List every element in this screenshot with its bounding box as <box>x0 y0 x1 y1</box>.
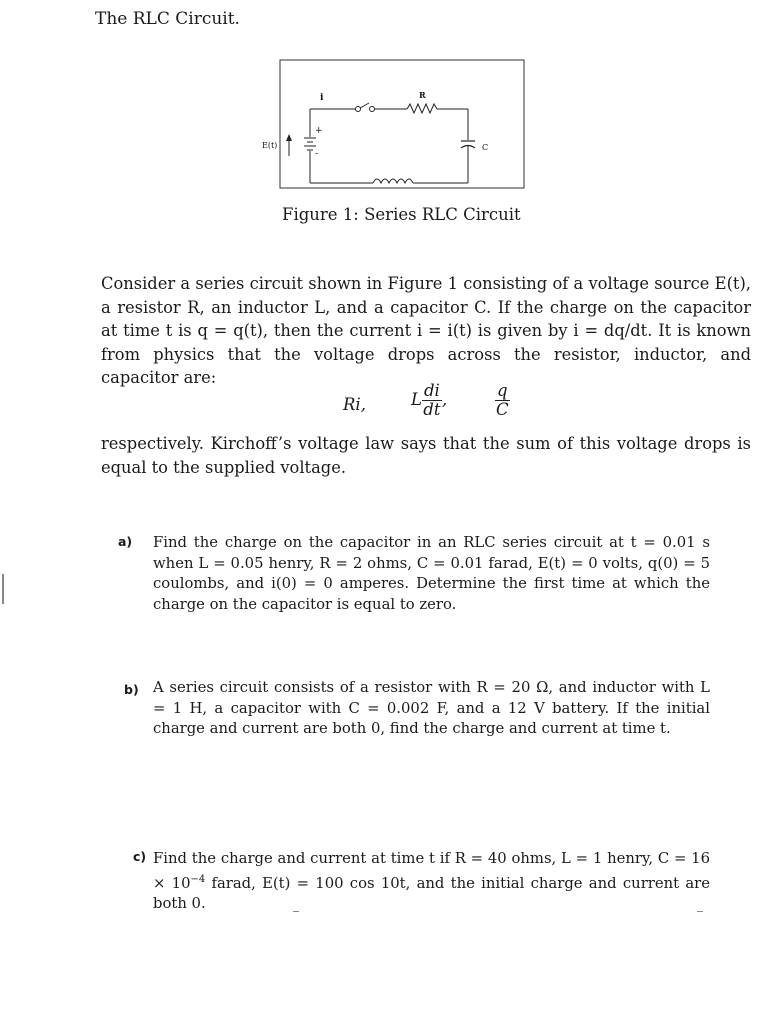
question-c-text-part2: farad, E(t) = 100 cos 10t, and the initial charge and current are both 0. <box>153 874 710 912</box>
label-plus: + <box>315 126 323 136</box>
question-c-text-part1: Find the charge and current at time t if R = 40 ohms, L = 1 henry, C = 16 × 10 <box>153 850 710 892</box>
question-b-text: A series circuit consists of a resistor with R = 20 Ω, and inductor with L = 1 H, a capacitor with C = 0.002 F, and a 12 V battery. If the initial charge and current are both 0, find the charge and current at time t. <box>153 679 710 737</box>
resistor-symbol <box>407 104 437 113</box>
drop-capacitor <box>495 382 510 419</box>
question-a-text: Find the charge on the capacitor in an RLC series circuit at t = 0.01 s when L = 0.05 henry, R = 2 ohms, C = 0.01 farad, E(t) = 0 volts, q(0) = 5 coulombs, and i(0) = 0 amperes. Determine the first time at which the charge on the capacitor is equal to zero. <box>153 534 710 613</box>
drop-inductor-fraction <box>422 382 442 419</box>
drop-inductor-coef: L <box>411 390 422 409</box>
document-title: The RLC Circuit. <box>95 9 240 29</box>
switch-blade <box>360 103 369 108</box>
drop-capacitor-numerator: q <box>497 381 508 400</box>
switch-terminal-left <box>356 107 361 112</box>
arrow-head-icon <box>286 134 292 141</box>
drop-inductor-numerator: di <box>423 381 440 400</box>
scan-mark-left <box>293 911 299 912</box>
switch-terminal-right <box>370 107 375 112</box>
label-resistor: R <box>419 90 426 100</box>
label-source: E(t) <box>262 141 278 150</box>
drop-capacitor-denominator: C <box>495 400 509 419</box>
label-current: i <box>320 93 324 103</box>
figure-frame <box>280 60 524 188</box>
rlc-circuit-diagram <box>255 55 530 195</box>
question-a-label: a) <box>118 534 133 549</box>
question-c-text <box>153 849 710 914</box>
kirchoff-paragraph: respectively. Kirchoff’s voltage law says that the sum of this voltage drops is equal to the supplied voltage. <box>101 434 751 477</box>
label-minus: - <box>315 149 319 159</box>
drop-capacitor-fraction <box>495 382 510 419</box>
label-capacitor: C <box>482 143 489 152</box>
question-c-exponent: −4 <box>190 873 206 885</box>
drop-inductor-sep: , <box>441 390 448 409</box>
question-c-label: c) <box>133 849 147 864</box>
drop-inductor-denominator: dt <box>423 400 441 419</box>
drop-inductor <box>411 382 447 419</box>
figure-caption: Figure 1: Series RLC Circuit <box>282 205 521 224</box>
intro-paragraph: Consider a series circuit shown in Figure 1 consisting of a voltage source E(t), a resistor R, an inductor L, and a capacitor C. If the charge on the capacitor at time t is q = q(t), then the current i = i(t) is given by i = dq/dt. It is known from physics that the voltage drops across the resistor, inductor, and capacitor are: <box>101 274 751 387</box>
drop-resistor: Ri, <box>343 395 366 414</box>
question-b-label: b) <box>124 682 139 697</box>
inductor-coil <box>373 179 413 183</box>
margin-mark <box>2 574 4 604</box>
scan-mark-right <box>697 911 703 912</box>
